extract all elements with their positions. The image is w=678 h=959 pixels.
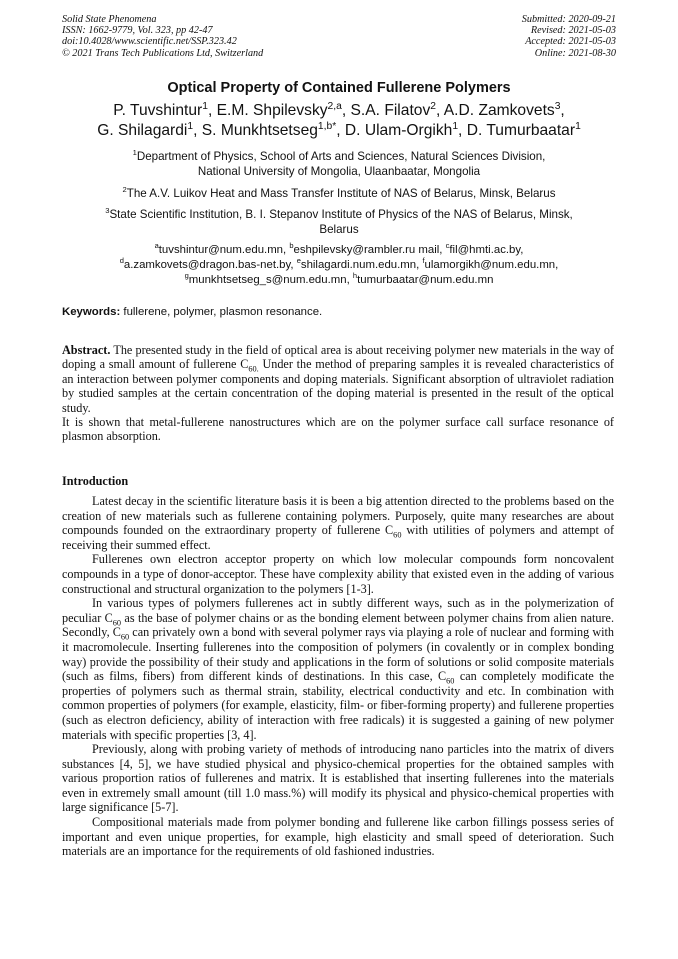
author-affiliation-mark: 1 [575, 120, 581, 132]
author-list: P. Tuvshintur$^1$, E.M. Shpilevsky$^{2,a}$, S.A. Filatov$^2$, A.D. Zamkovets$^3$, G. Shilagardi$^1$, S. Munkhtsetseg$^{1,b*}$, D. Ulam-Orgikh$^1$, D. Tumurbaatar$^1$ [97, 100, 581, 139]
body-text: can completely modificate the properties of polymers such as thermal strain, stability, electrical conductivity and etc. In combination with common properties of polymers (for example, elasticity, film- or fiber-forming property) and fullerene properties (such as electron deficiency, ability of interaction with free radicals) it is suggested a gaining of new polymer materials with specific properties [3, 4]. [62, 669, 615, 742]
author-affiliation-mark: 1 [187, 120, 194, 132]
subscript: 60 [446, 676, 455, 686]
author-affiliation-mark: 1,b* [317, 120, 337, 132]
introduction-body [62, 494, 614, 859]
author: E.M. Shpilevsky [216, 102, 328, 119]
email-mark: f [422, 256, 425, 265]
email: tuvshintur@num.edu.mn, [158, 244, 290, 256]
email-mark: a [154, 241, 159, 251]
body-text: In various types of polymers fullerenes act in subtly different ways, such as in the polymerization of peculiar C [62, 596, 614, 625]
body-paragraph [62, 494, 614, 552]
subscript: 60 [120, 632, 130, 642]
journal-name: Solid State Phenomena [62, 14, 157, 25]
affiliation [70, 149, 608, 179]
email-mark: h [352, 270, 358, 280]
author-affiliation-mark: 2 [430, 100, 436, 112]
section-heading-introduction: Introduction [62, 474, 129, 488]
author-affiliation-mark: 1 [202, 100, 208, 112]
author-affiliation-mark: 3 [554, 100, 561, 112]
body-text: as the base of polymer chains or as the bonding element between polymer chains from alien nature. Secondly, C [62, 610, 614, 640]
subscript: 60. [248, 364, 259, 374]
abstract-label: Abstract. [62, 343, 111, 357]
body-paragraph: Fullerenes own electron acceptor property on which low molecular compounds form noncovalent compounds in a type of donor-acceptor. These have complexity ability that existed even in the adding of various constructional and structural organization to the polymers [1-3]. [62, 552, 614, 596]
email: ulamorgikh@num.edu.mn, [424, 258, 559, 271]
author: D. Tumurbaatar [466, 122, 576, 139]
keywords [62, 306, 322, 318]
paper-title: Optical Property of Contained Fullerene Polymers [167, 80, 511, 96]
affiliation [70, 186, 608, 201]
abstract-text: The presented study in the field of optical area is about receiving polymer new materials in the way of doping a small amount of fullerene C [62, 343, 614, 372]
keywords-text: fullerene, polymer, plasmon resonance. [120, 306, 323, 318]
body-text: with utilities of polymers and attempt of receiving their summed effect. [62, 523, 614, 552]
author-affiliation-mark: 2,a [327, 100, 342, 112]
affiliation-line: Department of Physics, School of Arts and Sciences, Natural Sciences Division, [136, 150, 546, 163]
email-mark: d [119, 256, 124, 265]
date-submitted: Submitted: 2020-09-21 [521, 14, 616, 25]
email-mark: e [296, 256, 301, 265]
abstract-paragraph [62, 343, 614, 415]
affiliation [70, 207, 608, 237]
author: P. Tuvshintur [113, 102, 203, 119]
email-list [60, 243, 618, 287]
email-mark: g [184, 270, 189, 280]
date-revised: Revised: 2021-05-03 [530, 25, 616, 37]
abstract-paragraph: It is shown that metal-fullerene nanostructures which are on the polymer surface call surface resonance of plasmon absorption. [62, 415, 614, 444]
email-mark: c [445, 241, 450, 251]
body-text: can privately own a bond with several polymer rays via playing a role of nuclear and forming with it macromolecule. Inserting fullerenes into the composition of polymers (in covalently or in complex bonding way) provide the possibility of their study and applications in the form of solutions or solid composite materials (such as films, fibers) from different kinds of destinations. In this case, C [62, 625, 614, 684]
affiliation-line: Belarus [319, 223, 359, 236]
email: a.zamkovets@dragon.bas-net.by, [123, 258, 297, 271]
author: D. Ulam-Orgikh [344, 122, 453, 139]
author-affiliation-mark: 1 [452, 120, 459, 132]
affiliation-line: State Scientific Institution, B. I. Stepanov Institute of Physics of the NAS of Belarus, Minsk, [109, 208, 573, 221]
subscript: 60 [393, 530, 402, 540]
affiliation-mark: 1 [132, 148, 137, 158]
email: fil@hmti.ac.by, [449, 244, 524, 256]
abstract [62, 343, 614, 444]
date-accepted: Accepted: 2021-05-03 [525, 36, 616, 48]
date-online: Online: 2021-08-30 [534, 47, 616, 59]
subscript: 60 [112, 618, 122, 628]
body-paragraph: Compositional materials made from polymer bonding and fullerene like carbon fillings possess series of important and even unique properties, for example, high elasticity and small speed of deterioration. Such materials are an importance for the requirements of old fashioned industries. [62, 815, 614, 859]
email: eshpilevsky@rambler.ru mail, [293, 244, 446, 256]
journal-header-right [522, 14, 616, 59]
keywords-label: Keywords: [62, 306, 121, 318]
body-paragraph [62, 596, 614, 742]
journal-copyright: © 2021 Trans Tech Publications Ltd, Switzerland [62, 47, 264, 59]
author: S. Munkhtsetseg [201, 122, 318, 139]
abstract-text: Under the method of preparing samples it is revealed characteristics of an interaction between polymer components and doping materials. Significant absorption of ultraviolet radiation by studied samples at the certain concentration of the doping material is presented in the result of the optical study. [62, 357, 614, 415]
journal-issn: ISSN: 1662-9779, Vol. 323, pp 42-47 [62, 25, 213, 37]
author: A.D. Zamkovets [443, 102, 555, 119]
email: shilagardi.num.edu.mn, [300, 258, 423, 271]
affiliation-mark: 2 [122, 185, 127, 195]
email: tumurbaatar@num.edu.mn [357, 273, 494, 286]
journal-header-left [62, 14, 263, 59]
journal-doi: doi:10.4028/www.scientific.net/SSP.323.42 [62, 36, 237, 48]
affiliation-line: National University of Mongolia, Ulaanbaatar, Mongolia [197, 165, 481, 178]
author: S.A. Filatov [350, 102, 431, 119]
author: G. Shilagardi [97, 122, 188, 139]
body-text: Latest decay in the scientific literature basis it is been a big attention directed to the problems based on the creation of new materials such as fullerene containing polymers. Purposely, quite many researches are about compounds founded on the extraordinary property of fullerene C [62, 494, 614, 538]
email: munkhtsetseg_s@num.edu.mn, [188, 273, 353, 286]
affiliation-line: The A.V. Luikov Heat and Mass Transfer Institute of NAS of Belarus, Minsk, Belarus [126, 187, 556, 200]
email-mark: b [289, 241, 294, 251]
affiliation-mark: 3 [105, 206, 110, 216]
body-paragraph: Previously, along with probing variety of methods of introducing nano particles into the matrix of divers substances [4, 5], we have studied physical and physico-chemical properties for the obtained samples with various proportion ratios of fullerenes and matrix. It is established that inserting fullerenes into the materials even in extremely small amount (till 1.0 mass.%) will modify its physical and physico-chemical properties with large significance [5-7]. [62, 742, 614, 815]
